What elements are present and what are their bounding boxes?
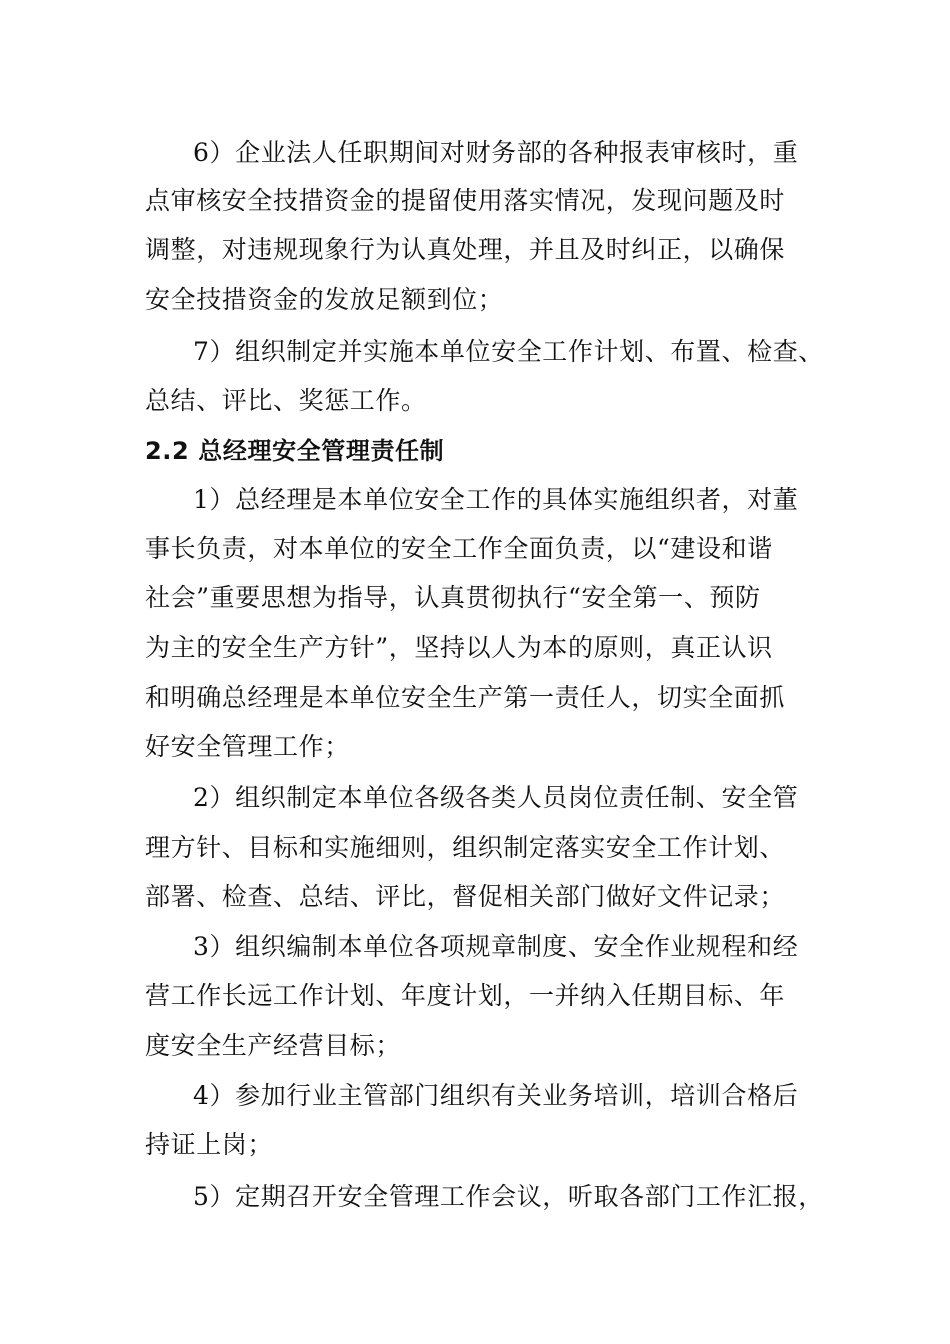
paragraph-4-line-2: 持证上岗；: [145, 1130, 274, 1159]
paragraph-4-line-1: 4）参加行业主管部门组织有关业务培训，培训合格后: [193, 1081, 799, 1110]
paragraph-6-line-3: 调整，对违规现象行为认真处理，并且及时纠正，以确保: [145, 235, 786, 264]
paragraph-2-line-2: 理方针、目标和实施细则，组织制定落实安全工作计划、: [145, 833, 786, 862]
paragraph-2-line-3: 部署、检查、总结、评比，督促相关部门做好文件记录；: [145, 882, 786, 911]
paragraph-1-line-4: 为主的安全生产方针”，坚持以人为本的原则，真正认识: [145, 633, 773, 662]
paragraph-3-line-1: 3）组织编制本单位各项规章制度、安全作业规程和经: [193, 932, 799, 961]
paragraph-2-line-1: 2）组织制定本单位各级各类人员岗位责任制、安全管: [193, 783, 799, 812]
paragraph-3-line-2: 营工作长远工作计划、年度计划，一并纳入任期目标、年: [145, 981, 786, 1010]
paragraph-5-line-1: 5）定期召开安全管理工作会议，听取各部门工作汇报，: [193, 1182, 824, 1211]
paragraph-1-line-2: 事长负责，对本单位的安全工作全面负责，以“建设和谐: [145, 534, 773, 563]
paragraph-1-line-5: 和明确总经理是本单位安全生产第一责任人，切实全面抓: [145, 683, 786, 712]
paragraph-7-line-2: 总结、评比、奖惩工作。: [145, 386, 427, 415]
paragraph-1-line-3: 社会”重要思想为指导，认真贯彻执行“安全第一、预防: [145, 583, 761, 612]
paragraph-6-line-1: 6）企业法人任职期间对财务部的各种报表审核时，重: [193, 138, 799, 167]
paragraph-3-line-3: 度安全生产经营目标；: [145, 1031, 402, 1060]
paragraph-1-line-1: 1）总经理是本单位安全工作的具体实施组织者，对董: [193, 485, 799, 514]
paragraph-1-line-6: 好安全管理工作；: [145, 732, 350, 761]
paragraph-6-line-2: 点审核安全技措资金的提留使用落实情况，发现问题及时: [145, 186, 786, 215]
paragraph-6-line-4: 安全技措资金的发放足额到位；: [145, 285, 504, 314]
section-heading: 2.2 总经理安全管理责任制: [145, 437, 445, 465]
paragraph-7-line-1: 7）组织制定并实施本单位安全工作计划、布置、检查、: [193, 337, 824, 366]
